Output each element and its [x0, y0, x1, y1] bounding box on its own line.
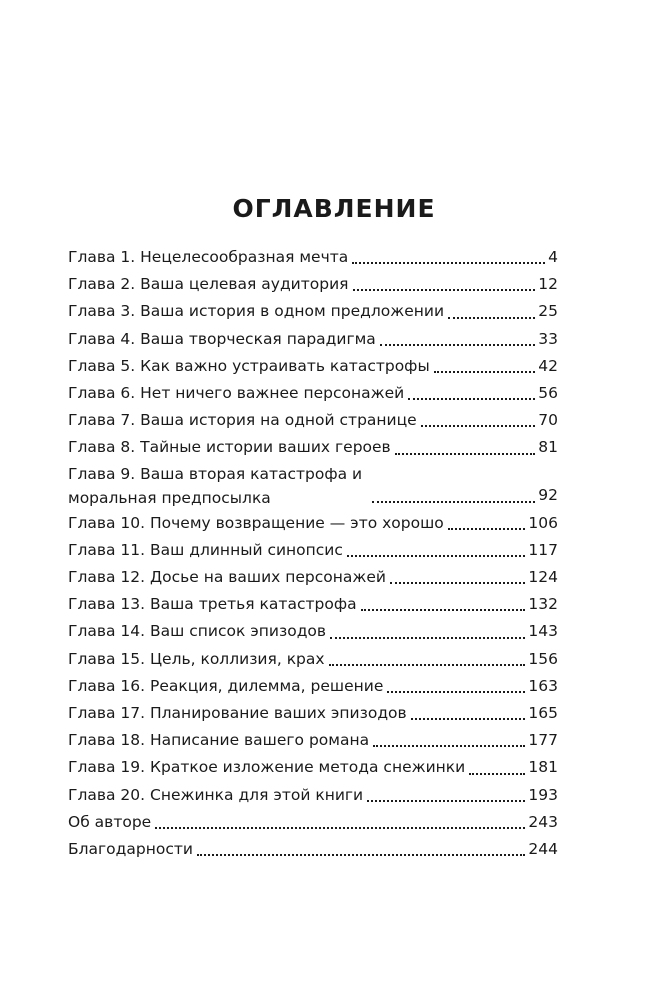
toc-entry[interactable]	[68, 537, 558, 564]
toc-entry-title: Глава 10. Почему возвращение — это хорошо	[68, 513, 444, 532]
toc-entry[interactable]	[68, 673, 558, 700]
dot-leader	[411, 718, 526, 720]
dot-leader	[330, 637, 525, 639]
toc-entry-page: 143	[528, 622, 558, 641]
dot-leader	[434, 371, 536, 373]
page-title: ОГЛАВЛЕНИЕ	[232, 193, 436, 223]
toc-entry-title: Глава 12. Досье на ваших персонажей	[68, 568, 386, 587]
toc-entry-page: 181	[528, 758, 558, 777]
toc-entry-page: 70	[538, 411, 558, 430]
dot-leader	[352, 262, 545, 264]
dot-leader	[448, 528, 526, 530]
toc-entry-title: Глава 4. Ваша творческая парадигма	[68, 329, 376, 348]
toc-entry-title: Глава 18. Написание вашего романа	[68, 731, 370, 750]
dot-leader	[347, 555, 526, 557]
toc-entry-page: 33	[538, 329, 558, 348]
dot-leader	[373, 745, 525, 747]
dot-leader	[395, 453, 536, 455]
dot-leader	[390, 582, 525, 584]
toc-entry-page: 163	[528, 676, 558, 695]
toc-entry-page: 25	[538, 302, 558, 321]
toc-entry-title: Глава 13. Ваша третья катастрофа	[68, 595, 357, 614]
dot-leader	[448, 317, 535, 319]
toc-entry-title: Глава 6. Нет ничего важнее персонажей	[68, 384, 405, 403]
dot-leader	[408, 398, 535, 400]
toc-entry[interactable]	[68, 510, 558, 537]
toc-entry[interactable]	[68, 591, 558, 618]
toc-entry[interactable]	[68, 298, 558, 325]
toc-entry-title: Глава 14. Ваш список эпизодов	[68, 622, 327, 641]
toc-entry-page: 243	[528, 812, 558, 831]
dot-leader	[361, 609, 526, 611]
toc-entry[interactable]	[68, 646, 558, 673]
toc-entry[interactable]	[68, 462, 558, 510]
toc-entry-title: Глава 8. Тайные истории ваших героев	[68, 438, 391, 457]
toc-entry-page: 193	[528, 785, 558, 804]
toc-entry-page: 156	[528, 649, 558, 668]
toc-entry-page: 132	[528, 595, 558, 614]
dot-leader	[421, 425, 536, 427]
toc-entry[interactable]	[68, 244, 558, 271]
toc-entry[interactable]	[68, 434, 558, 461]
toc-entry-title: Благодарности	[68, 840, 193, 859]
toc-entry-page: 124	[528, 568, 558, 587]
toc-entry-page: 117	[528, 540, 558, 559]
toc-entry[interactable]	[68, 809, 558, 836]
toc-entry-page: 4	[548, 248, 558, 266]
toc-entry[interactable]	[68, 618, 558, 645]
toc-entry[interactable]	[68, 407, 558, 434]
toc-entry-page: 177	[528, 731, 558, 750]
toc-entry-page: 106	[528, 513, 558, 532]
toc-entry-title: Глава 5. Как важно устраивать катастрофы	[68, 356, 430, 375]
toc-entry-title: Глава 1. Нецелесообразная мечта	[68, 248, 349, 266]
toc-entry-title: Глава 9. Ваша вторая катастрофа и моральная предпосылка	[68, 464, 363, 507]
toc-entry-title: Глава 19. Краткое изложение метода снежинки	[68, 758, 466, 777]
dot-leader	[329, 664, 526, 666]
dot-leader	[367, 800, 525, 802]
toc-entry-title: Глава 15. Цель, коллизия, крах	[68, 649, 325, 668]
toc-entry-page: 92	[538, 486, 558, 505]
toc-entry-page: 81	[538, 438, 558, 457]
toc-entry[interactable]	[68, 700, 558, 727]
toc-entry-page: 42	[538, 356, 558, 375]
toc-entry-title: Глава 17. Планирование ваших эпизодов	[68, 704, 407, 723]
table-of-contents	[68, 244, 558, 863]
toc-entry-page: 12	[538, 275, 558, 294]
toc-entry[interactable]	[68, 754, 558, 781]
dot-leader	[155, 827, 525, 829]
toc-entry[interactable]	[68, 353, 558, 380]
toc-entry[interactable]	[68, 727, 558, 754]
toc-entry[interactable]	[68, 326, 558, 353]
dot-leader	[197, 854, 525, 856]
toc-entry-title: Об авторе	[68, 812, 152, 831]
dot-leader	[387, 691, 525, 693]
dot-leader	[380, 344, 535, 346]
dot-leader	[353, 289, 536, 291]
toc-entry-title: Глава 11. Ваш длинный синопсис	[68, 540, 343, 559]
toc-entry[interactable]	[68, 380, 558, 407]
toc-entry[interactable]	[68, 836, 558, 863]
toc-entry-title: Глава 16. Реакция, дилемма, решение	[68, 676, 384, 695]
toc-entry-page: 165	[528, 704, 558, 723]
toc-entry-title: Глава 7. Ваша история на одной странице	[68, 411, 417, 430]
toc-entry[interactable]	[68, 564, 558, 591]
toc-entry-title: Глава 2. Ваша целевая аудитория	[68, 275, 349, 294]
toc-entry-page: 244	[528, 840, 558, 859]
dot-leader	[469, 773, 525, 775]
toc-entry-page: 56	[538, 384, 558, 403]
toc-entry-title: Глава 20. Снежинка для этой книги	[68, 785, 364, 804]
toc-entry[interactable]	[68, 271, 558, 298]
dot-leader	[372, 501, 535, 503]
toc-entry-title: Глава 3. Ваша история в одном предложении	[68, 302, 445, 321]
toc-entry[interactable]	[68, 782, 558, 809]
